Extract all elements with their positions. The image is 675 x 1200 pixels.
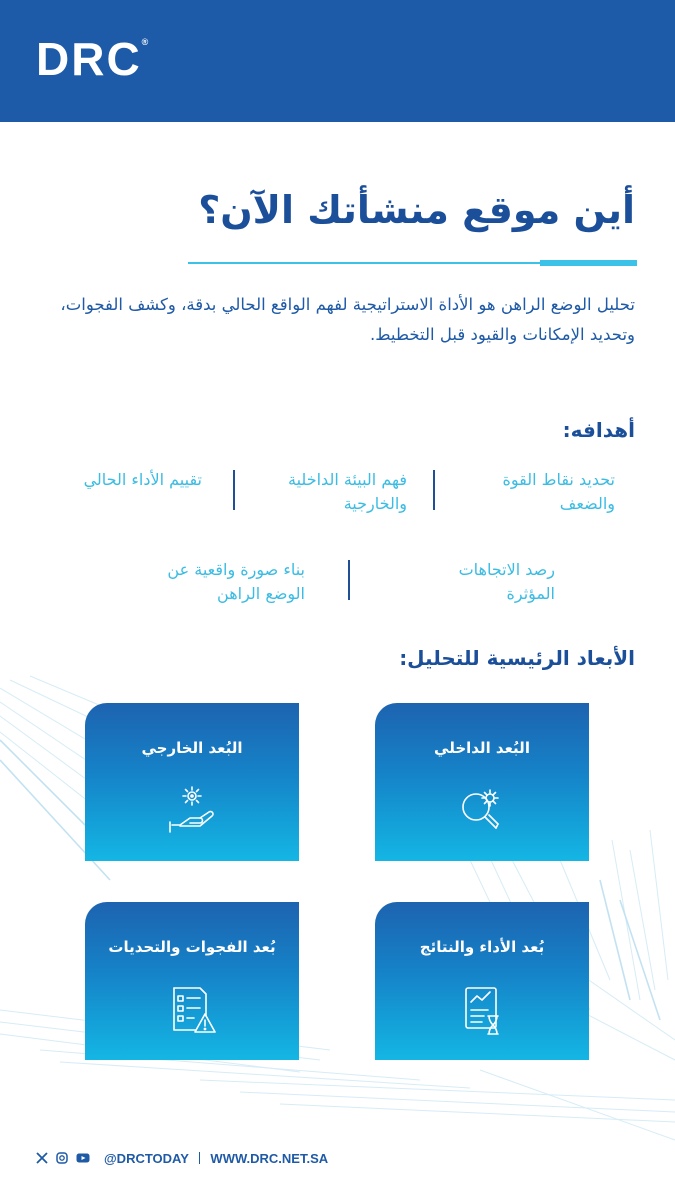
header-bar — [0, 0, 675, 122]
youtube-icon[interactable] — [76, 1152, 90, 1164]
footer-divider — [199, 1152, 201, 1164]
goal-item: فهم البيئة الداخلية والخارجية — [288, 470, 407, 513]
x-icon[interactable] — [36, 1152, 48, 1164]
goal-separator — [433, 470, 435, 510]
card-title: البُعد الداخلي — [434, 739, 530, 757]
checklist-warning-icon — [162, 980, 222, 1040]
goal-separator — [233, 470, 235, 510]
footer — [36, 1150, 328, 1166]
card-internal-dimension — [375, 703, 589, 861]
page-title: أين موقع منشأتك الآن؟ — [198, 188, 635, 232]
instagram-icon[interactable] — [56, 1152, 68, 1164]
card-title: بُعد الفجوات والتحديات — [108, 938, 276, 956]
title-underline — [188, 262, 540, 264]
card-gaps-dimension — [85, 902, 299, 1060]
social-handle[interactable]: @DRCTODAY — [104, 1150, 189, 1166]
goal-item: بناء صورة واقعية عن الوضع الراهن — [167, 560, 305, 603]
goal-item: تقييم الأداء الحالي — [83, 470, 202, 489]
dimensions-heading: الأبعاد الرئيسية للتحليل: — [399, 646, 635, 670]
magnifier-gear-icon — [452, 781, 512, 841]
goal-item: رصد الاتجاهات المؤثرة — [458, 560, 555, 603]
hand-gear-icon — [162, 781, 222, 841]
website-link[interactable]: WWW.DRC.NET.SA — [210, 1150, 329, 1166]
card-title: بُعد الأداء والنتائج — [419, 938, 545, 956]
goals-heading: أهدافه: — [562, 418, 635, 442]
title-underline-accent — [540, 260, 637, 266]
intro-paragraph: تحليل الوضع الراهن هو الأداة الاستراتيجية لفهم الواقع الحالي بدقة، وكشف الفجوات، وتحديد الإمكانات والقيود قبل التخطيط. — [60, 295, 635, 344]
report-hourglass-icon — [452, 980, 512, 1040]
goal-separator — [348, 560, 350, 600]
card-title: البُعد الخارجي — [141, 739, 243, 757]
card-performance-dimension — [375, 902, 589, 1060]
card-external-dimension — [85, 703, 299, 861]
drc-logo: DRC® — [36, 33, 151, 85]
goal-item: تحديد نقاط القوة والضعف — [502, 470, 615, 513]
